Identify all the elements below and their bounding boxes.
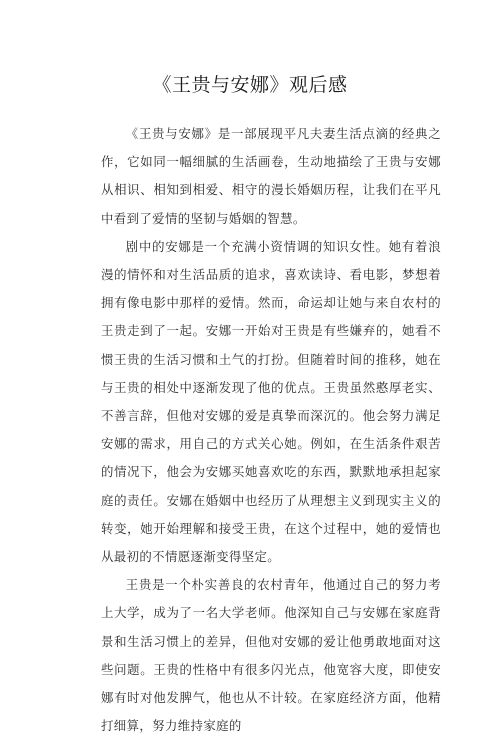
paragraph-anna: 剧中的安娜是一个充满小资情调的知识女性。她有着浪漫的情怀和对生活品质的追求，喜欢读诗、看电影，梦想着拥有像电影中那样的爱情。然而，命运却让她与来自农村的王贵走到了一起。安娜一开始对王贵是有些嫌弃的，她看不惯王贵的生活习惯和土气的打扮。但随着时间的推移，她在与王贵的相处中逐渐发现了他的优点。王贵虽然憨厚老实、不善言辞，但他对安娜的爱是真挚而深沉的。他会努力满足安娜的需求，用自己的方式关心她。例如，在生活条件艰苦的情况下，他会为安娜买她喜欢吃的东西，默默地承担起家庭的责任。安娜在婚姻中也经历了从理想主义到现实主义的转变，她开始理解和接受王贵，在这个过程中，她的爱情也从最初的不情愿逐渐变得坚定。 — [101, 238, 441, 565]
paragraph-intro: 《王贵与安娜》是一部展现平凡夫妻生活点滴的经典之作，它如同一幅细腻的生活画卷，生动地描绘了王贵与安娜从相识、相知到相爱、相守的漫长婚姻历程，让我们在平凡中看到了爱情的坚韧与婚姻的智慧。 — [101, 126, 441, 226]
document-body — [101, 120, 441, 740]
document-title: 《王贵与安娜》观后感 — [152, 74, 348, 96]
paragraph-wanggui: 王贵是一个朴实善良的农村青年，他通过自己的努力考上大学，成为了一名大学老师。他深知自己与安娜在家庭背景和生活习惯上的差异，但他对安娜的爱让他勇敢地面对这些问题。王贵的性格中有很多闪光点，他宽容大度，即使安娜有时对他发脾气，他也从不计较。在家庭经济方面，他精打细算，努力维持家庭的 — [101, 577, 441, 734]
